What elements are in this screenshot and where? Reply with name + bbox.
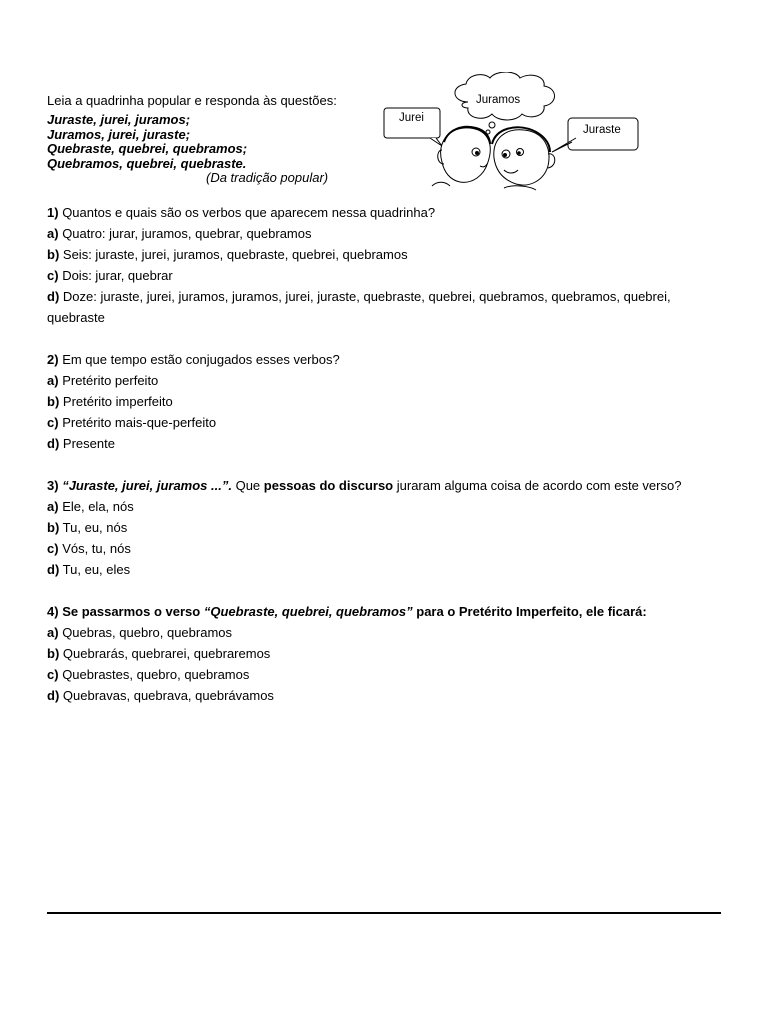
option-letter: a) <box>47 625 59 640</box>
question-text-after: juraram alguma coisa de acordo com este verso? <box>396 478 682 493</box>
option-letter: c) <box>47 541 59 556</box>
answer-option[interactable] <box>47 412 727 433</box>
poem-line: Juraste, jurei, juramos; <box>47 112 191 127</box>
option-letter: b) <box>47 520 60 535</box>
option-text: Ele, ela, nós <box>62 499 134 514</box>
option-text: Quebravas, quebrava, quebrávamos <box>62 688 274 703</box>
option-text: Quebrastes, quebro, quebramos <box>62 667 250 682</box>
option-text: Pretérito mais-que-perfeito <box>62 415 217 430</box>
answer-option[interactable] <box>47 244 727 265</box>
question-prompt <box>47 601 727 622</box>
option-letter: c) <box>47 415 59 430</box>
option-text: Vós, tu, nós <box>62 541 131 556</box>
option-text: Quebrarás, quebrarei, quebraremos <box>62 646 271 661</box>
question-quote: “Juraste, jurei, juramos ...”. <box>62 478 232 493</box>
question-2 <box>47 349 727 454</box>
answer-option[interactable] <box>47 433 727 454</box>
option-text: Doze: juraste, jurei, juramos, juramos, jurei, juraste, quebraste, quebrei, quebramos, quebramos, quebrei, quebraste <box>47 289 671 325</box>
option-text: Tu, eu, nós <box>62 520 128 535</box>
option-text: Quebras, quebro, quebramos <box>62 625 233 640</box>
question-3 <box>47 475 727 580</box>
poem-source: (Da tradição popular) <box>206 170 329 185</box>
option-text: Dois: jurar, quebrar <box>62 268 173 283</box>
question-prompt <box>47 349 727 370</box>
question-prompt <box>47 202 727 223</box>
answer-option[interactable] <box>47 265 727 286</box>
speech-bubble-left-text: Jurei <box>399 112 424 124</box>
bottom-divider <box>47 912 721 914</box>
question-bold-phrase: pessoas do discurso <box>263 478 394 493</box>
answer-option[interactable] <box>47 664 727 685</box>
option-text: Presente <box>62 436 115 451</box>
poem-line: Quebramos, quebrei, quebraste. <box>47 155 247 171</box>
answer-option[interactable] <box>47 286 727 328</box>
option-letter: c) <box>47 667 59 682</box>
question-prompt <box>47 475 727 496</box>
answer-option[interactable] <box>47 622 727 643</box>
answer-option[interactable] <box>47 496 727 517</box>
question-number: 1) <box>47 205 59 220</box>
boy-right-icon <box>492 127 555 190</box>
option-letter: d) <box>47 562 60 577</box>
question-text-before: Que <box>235 478 261 493</box>
answer-option[interactable] <box>47 538 727 559</box>
answer-option[interactable] <box>47 559 727 580</box>
option-text: Seis: juraste, jurei, juramos, quebraste, quebrei, quebramos <box>62 247 408 262</box>
poem-line: Juramos, jurei, juraste; <box>47 126 191 142</box>
option-letter: a) <box>47 226 59 241</box>
answer-option[interactable] <box>47 391 727 412</box>
answer-option[interactable] <box>47 643 727 664</box>
question-number: 2) <box>47 352 59 367</box>
option-letter: b) <box>47 646 60 661</box>
question-4 <box>47 601 727 706</box>
answer-option[interactable] <box>47 223 727 244</box>
option-letter: b) <box>47 247 60 262</box>
option-text: Quatro: jurar, juramos, quebrar, quebramos <box>62 226 312 241</box>
illustration-two-boys <box>380 72 640 192</box>
question-text: Em que tempo estão conjugados esses verbos? <box>62 352 340 367</box>
poem <box>47 113 247 171</box>
option-letter: a) <box>47 499 59 514</box>
answer-option[interactable] <box>47 517 727 538</box>
question-text-before: Se passarmos o verso <box>62 604 201 619</box>
option-letter: c) <box>47 268 59 283</box>
option-text: Tu, eu, eles <box>62 562 131 577</box>
question-text: Quantos e quais são os verbos que aparecem nessa quadrinha? <box>62 205 436 220</box>
option-letter: d) <box>47 289 60 304</box>
option-text: Pretérito perfeito <box>62 373 159 388</box>
poem-line: Quebraste, quebrei, quebramos; <box>47 141 248 156</box>
thought-cloud-text: Juramos <box>476 94 521 106</box>
question-number: 4) <box>47 604 59 619</box>
option-text: Pretérito imperfeito <box>62 394 173 409</box>
answer-option[interactable] <box>47 685 727 706</box>
option-letter: a) <box>47 373 59 388</box>
question-1 <box>47 202 727 328</box>
answer-option[interactable] <box>47 370 727 391</box>
option-letter: d) <box>47 688 60 703</box>
speech-bubble-right-text: Juraste <box>583 124 621 136</box>
boy-left-icon <box>432 127 490 186</box>
question-quote: “Quebraste, quebrei, quebramos” <box>203 604 413 619</box>
option-letter: b) <box>47 394 60 409</box>
questions-list <box>47 202 727 727</box>
question-number: 3) <box>47 478 59 493</box>
question-text-after: para o Pretérito Imperfeito, ele ficará: <box>416 604 647 619</box>
intro-instruction: Leia a quadrinha popular e responda às questões: <box>47 93 337 108</box>
option-letter: d) <box>47 436 60 451</box>
